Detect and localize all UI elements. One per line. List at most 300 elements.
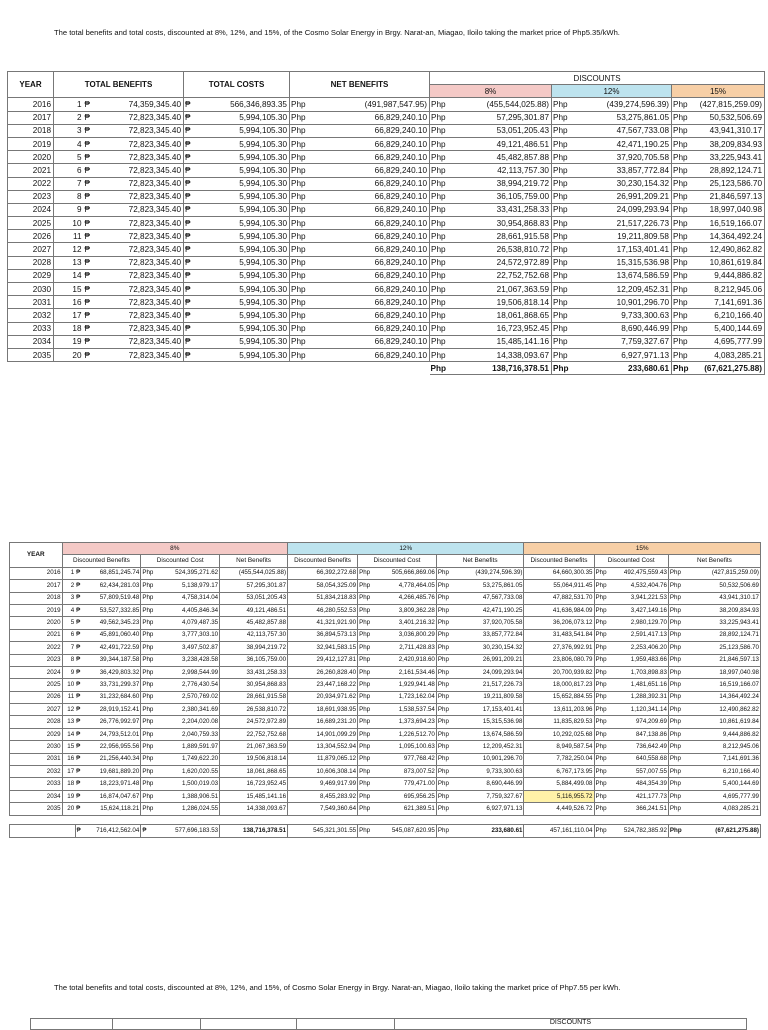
- net-12-cell: 21,517,226.73: [458, 679, 524, 691]
- currency-cell: ₱: [75, 679, 84, 691]
- total-benefits-cell: 74,359,345.40: [96, 98, 184, 111]
- cost-12-cell: 1,723,162.04: [379, 691, 436, 703]
- year-cell: 2022: [10, 642, 63, 654]
- net-12-cell: (439,274,596.39): [458, 567, 524, 579]
- net-8-cell: 14,338,093.67: [220, 803, 288, 815]
- currency-cell: Php: [668, 666, 688, 678]
- currency-cell: Php: [668, 642, 688, 654]
- period-cell: 5: [62, 617, 75, 629]
- year-header: YEAR: [8, 72, 54, 98]
- currency-cell: Php: [668, 592, 688, 604]
- net-8-cell: (455,544,025.88): [220, 567, 288, 579]
- year-cell: 2035: [8, 348, 54, 361]
- cost-8-cell: 3,238,428.58: [163, 654, 220, 666]
- benefits-15-cell: 55,064,911.45: [524, 580, 594, 592]
- currency-cell: Php: [436, 741, 458, 753]
- discount-12-cell: 6,927,971.13: [578, 348, 672, 361]
- net-12-cell: 6,927,971.13: [458, 803, 524, 815]
- cost-8-cell: 1,286,024.55: [163, 803, 220, 815]
- discount-8-cell: 24,572,972.89: [456, 256, 552, 269]
- year-cell: 2016: [8, 98, 54, 111]
- discount-15-cell: 21,846,597.13: [698, 190, 765, 203]
- currency-cell: Php: [594, 766, 616, 778]
- currency-cell: Php: [430, 151, 456, 164]
- currency-cell: ₱: [75, 592, 84, 604]
- discount-15-cell: 25,123,586.70: [698, 177, 765, 190]
- currency-cell: Php: [668, 753, 688, 765]
- currency-cell: Php: [668, 704, 688, 716]
- currency-cell: Php: [358, 654, 380, 666]
- table-row: [10, 716, 761, 728]
- period-cell: 7: [62, 642, 75, 654]
- currency-cell: ₱: [84, 98, 96, 111]
- currency-cell: Php: [290, 243, 316, 256]
- year-cell: 2034: [10, 790, 63, 802]
- cost-8-cell: 1,749,622.20: [163, 753, 220, 765]
- t2-rate-8-header: 8%: [62, 543, 288, 555]
- currency-cell: Php: [594, 716, 616, 728]
- table-row: [10, 704, 761, 716]
- net-12-cell: 10,901,296.70: [458, 753, 524, 765]
- currency-cell: ₱: [184, 283, 196, 296]
- total-benefits-cell: 72,823,345.40: [96, 203, 184, 216]
- currency-cell: Php: [430, 230, 456, 243]
- cost-12-cell: 779,471.00: [379, 778, 436, 790]
- currency-cell: Php: [436, 691, 458, 703]
- cost-12-cell: 1,538,537.54: [379, 704, 436, 716]
- discount-12-cell: (439,274,596.39): [578, 98, 672, 111]
- currency-cell: Php: [594, 580, 616, 592]
- total-benefits-cell: 72,823,345.40: [96, 230, 184, 243]
- year-cell: 2024: [10, 666, 63, 678]
- currency-cell: Php: [358, 766, 380, 778]
- totals-row: [8, 362, 765, 375]
- cost-8-cell: 1,889,591.97: [163, 741, 220, 753]
- year-cell: 2017: [8, 111, 54, 124]
- currency-cell: ₱: [75, 716, 84, 728]
- discount-15-cell: 50,532,506.69: [698, 111, 765, 124]
- currency-cell: Php: [552, 283, 578, 296]
- total-costs-cell: 5,994,105.30: [196, 190, 290, 203]
- currency-cell: Php: [594, 778, 616, 790]
- currency-cell: ₱: [75, 790, 84, 802]
- net-12-cell: 7,759,327.67: [458, 790, 524, 802]
- cost-8-cell: 2,380,341.69: [163, 704, 220, 716]
- benefits-15-cell: 15,652,884.55: [524, 691, 594, 703]
- currency-cell: ₱: [84, 309, 96, 322]
- table-row: [10, 580, 761, 592]
- discount-12-cell: 42,471,190.25: [578, 137, 672, 150]
- net-12-cell: 17,153,401.41: [458, 704, 524, 716]
- currency-cell: Php: [141, 567, 163, 579]
- currency-cell: Php: [358, 642, 380, 654]
- currency-cell: Php: [436, 592, 458, 604]
- period-cell: 9: [62, 666, 75, 678]
- total-benefits-8-cell: 716,412,562.04: [84, 824, 141, 837]
- currency-cell: Php: [594, 741, 616, 753]
- net-15-cell: 25,123,586.70: [688, 642, 760, 654]
- currency-cell: Php: [436, 654, 458, 666]
- net-benefits-cell: 66,829,240.10: [316, 124, 430, 137]
- cost-12-cell: 3,809,362.28: [379, 604, 436, 616]
- currency-cell: Php: [358, 790, 380, 802]
- cost-15-cell: 557,007.55: [616, 766, 669, 778]
- currency-cell: Php: [552, 98, 578, 111]
- cost-15-cell: 1,288,392.31: [616, 691, 669, 703]
- year-cell: 2031: [10, 753, 63, 765]
- currency-cell: ₱: [84, 124, 96, 137]
- currency-cell: Php: [552, 348, 578, 361]
- year-cell: 2026: [8, 230, 54, 243]
- benefits-8-cell: 15,624,118.21: [84, 803, 141, 815]
- net-benefits-cell: 66,829,240.10: [316, 322, 430, 335]
- currency-cell: Php: [672, 164, 698, 177]
- table-row: [8, 98, 765, 111]
- currency-cell: Php: [141, 716, 163, 728]
- discount-8-cell: 42,113,757.30: [456, 164, 552, 177]
- currency-cell: Php: [668, 654, 688, 666]
- cost-15-cell: 366,241.51: [616, 803, 669, 815]
- period-cell: 17: [62, 766, 75, 778]
- cost-12-cell: 1,373,694.23: [379, 716, 436, 728]
- currency-cell: Php: [358, 567, 380, 579]
- currency-cell: Php: [358, 741, 380, 753]
- table-row: [8, 243, 765, 256]
- currency-cell: Php: [430, 362, 456, 375]
- net-12-cell: 53,275,861.05: [458, 580, 524, 592]
- benefits-15-cell: 41,636,984.09: [524, 604, 594, 616]
- net-8-cell: 53,051,205.43: [220, 592, 288, 604]
- net-15-cell: 8,212,945.06: [688, 741, 760, 753]
- discount-15-cell: (427,815,259.09): [698, 98, 765, 111]
- table-row: [10, 790, 761, 802]
- currency-cell: Php: [594, 629, 616, 641]
- currency-cell: Php: [436, 728, 458, 740]
- year-cell: 2034: [8, 335, 54, 348]
- currency-cell: Php: [430, 256, 456, 269]
- net-8-cell: 16,723,952.45: [220, 778, 288, 790]
- discount-12-cell: 7,759,327.67: [578, 335, 672, 348]
- benefits-12-cell: 7,549,360.64: [288, 803, 358, 815]
- net-8-cell: 19,506,818.14: [220, 753, 288, 765]
- period-cell: 19: [62, 790, 75, 802]
- net-8-cell: 49,121,486.51: [220, 604, 288, 616]
- currency-cell: ₱: [184, 190, 196, 203]
- cost-12-cell: 505,666,869.06: [379, 567, 436, 579]
- currency-cell: Php: [552, 243, 578, 256]
- benefits-15-cell: 36,206,073.12: [524, 617, 594, 629]
- net-12-cell: 33,857,772.84: [458, 629, 524, 641]
- total-costs-cell: 5,994,105.30: [196, 309, 290, 322]
- cost-15-cell: 736,642.49: [616, 741, 669, 753]
- currency-cell: Php: [672, 362, 698, 375]
- net-12-cell: 13,674,586.59: [458, 728, 524, 740]
- net-15-cell: 4,695,777.99: [688, 790, 760, 802]
- discount-8-cell: 53,051,205.43: [456, 124, 552, 137]
- total-costs-cell: 5,994,105.30: [196, 151, 290, 164]
- currency-cell: Php: [552, 164, 578, 177]
- table-row: [10, 753, 761, 765]
- cost-8-cell: 3,777,303.10: [163, 629, 220, 641]
- discount-8-cell: 57,295,301.87: [456, 111, 552, 124]
- currency-cell: ₱: [84, 137, 96, 150]
- benefits-12-cell: 13,304,552.94: [288, 741, 358, 753]
- currency-cell: ₱: [184, 203, 196, 216]
- currency-cell: Php: [141, 679, 163, 691]
- benefits-15-cell: 13,611,203.96: [524, 704, 594, 716]
- currency-cell: Php: [668, 691, 688, 703]
- table-row: [10, 642, 761, 654]
- benefits-15-cell: 31,483,541.84: [524, 629, 594, 641]
- t2-12-benefits-header: Discounted Benefits: [288, 555, 358, 567]
- net-12-cell: 37,920,705.58: [458, 617, 524, 629]
- benefits-15-cell: 4,449,526.72: [524, 803, 594, 815]
- net-12-cell: 24,099,293.94: [458, 666, 524, 678]
- discount-8-cell: 14,338,093.67: [456, 348, 552, 361]
- net-benefits-cell: 66,829,240.10: [316, 190, 430, 203]
- cost-15-cell: 4,532,404.76: [616, 580, 669, 592]
- currency-cell: ₱: [75, 691, 84, 703]
- currency-cell: Php: [672, 348, 698, 361]
- net-benefits-cell: 66,829,240.10: [316, 203, 430, 216]
- total-benefits-cell: 72,823,345.40: [96, 243, 184, 256]
- currency-cell: Php: [358, 592, 380, 604]
- total-cost-8-cell: 577,696,183.53: [163, 824, 220, 837]
- currency-cell: Php: [290, 256, 316, 269]
- currency-cell: Php: [436, 679, 458, 691]
- period-cell: 19: [54, 335, 84, 348]
- table-row: [8, 111, 765, 124]
- discount-15-cell: 14,364,492.24: [698, 230, 765, 243]
- benefits-15-cell: 47,882,531.70: [524, 592, 594, 604]
- discounted-benefit-cost-table: [9, 542, 761, 838]
- benefits-12-cell: 14,901,099.29: [288, 728, 358, 740]
- currency-cell: Php: [430, 296, 456, 309]
- total-costs-cell: 5,994,105.30: [196, 256, 290, 269]
- currency-cell: Php: [552, 190, 578, 203]
- benefits-8-cell: 39,344,187.58: [84, 654, 141, 666]
- total-benefits-cell: 72,823,345.40: [96, 124, 184, 137]
- currency-cell: Php: [436, 778, 458, 790]
- total-benefits-cell: 72,823,345.40: [96, 348, 184, 361]
- total-benefits-15-cell: 457,161,110.04: [524, 824, 594, 837]
- currency-cell: Php: [430, 348, 456, 361]
- net-15-cell: 33,225,943.41: [688, 617, 760, 629]
- cost-12-cell: 977,768.42: [379, 753, 436, 765]
- currency-cell: Php: [668, 824, 688, 837]
- year-cell: 2019: [10, 604, 63, 616]
- total-benefits-cell: 72,823,345.40: [96, 283, 184, 296]
- cost-8-cell: 4,079,487.35: [163, 617, 220, 629]
- period-cell: 13: [62, 716, 75, 728]
- net-benefits-cell: 66,829,240.10: [316, 348, 430, 361]
- cost-8-cell: 2,204,020.08: [163, 716, 220, 728]
- net-benefits-cell: 66,829,240.10: [316, 243, 430, 256]
- total-costs-cell: 5,994,105.30: [196, 230, 290, 243]
- net-15-cell: 4,083,285.21: [688, 803, 760, 815]
- benefits-15-cell: 18,000,817.23: [524, 679, 594, 691]
- net-15-cell: 7,141,691.36: [688, 753, 760, 765]
- cost-8-cell: 2,040,759.33: [163, 728, 220, 740]
- net-benefits-cell: (491,987,547.95): [316, 98, 430, 111]
- total-costs-cell: 5,994,105.30: [196, 124, 290, 137]
- currency-cell: ₱: [184, 296, 196, 309]
- rate-15-header: 15%: [672, 85, 765, 98]
- benefits-8-cell: 28,919,152.41: [84, 704, 141, 716]
- total-costs-cell: 5,994,105.30: [196, 243, 290, 256]
- currency-cell: Php: [358, 580, 380, 592]
- currency-cell: Php: [668, 567, 688, 579]
- blank-cell: [10, 824, 76, 837]
- currency-cell: Php: [141, 741, 163, 753]
- currency-cell: Php: [668, 803, 688, 815]
- discounts-header: DISCOUNTS: [430, 72, 765, 85]
- year-cell: 2021: [8, 164, 54, 177]
- year-cell: 2021: [10, 629, 63, 641]
- year-cell: 2018: [10, 592, 63, 604]
- currency-cell: Php: [430, 98, 456, 111]
- net-8-cell: 15,485,141.16: [220, 790, 288, 802]
- currency-cell: Php: [672, 111, 698, 124]
- currency-cell: Php: [552, 230, 578, 243]
- net-15-cell: 6,210,166.40: [688, 766, 760, 778]
- net-15-cell: 50,532,506.69: [688, 580, 760, 592]
- discount-8-cell: 28,661,915.58: [456, 230, 552, 243]
- year-cell: 2029: [10, 728, 63, 740]
- currency-cell: Php: [436, 642, 458, 654]
- benefits-15-cell: 5,116,955.72: [524, 790, 594, 802]
- discount-12-cell: 53,275,861.05: [578, 111, 672, 124]
- currency-cell: Php: [430, 283, 456, 296]
- total-benefits-header: TOTAL BENEFITS: [54, 72, 184, 98]
- cost-15-cell: 1,959,483.66: [616, 654, 669, 666]
- currency-cell: ₱: [75, 803, 84, 815]
- currency-cell: ₱: [84, 177, 96, 190]
- currency-cell: Php: [358, 604, 380, 616]
- total-benefits-cell: 72,823,345.40: [96, 111, 184, 124]
- total-net-15-cell: (67,621,275.88): [688, 824, 760, 837]
- benefits-8-cell: 62,434,281.03: [84, 580, 141, 592]
- net-8-cell: 18,061,868.65: [220, 766, 288, 778]
- currency-cell: Php: [290, 269, 316, 282]
- currency-cell: Php: [668, 604, 688, 616]
- cost-8-cell: 4,758,314.04: [163, 592, 220, 604]
- cost-12-cell: 3,036,800.29: [379, 629, 436, 641]
- period-cell: 14: [62, 728, 75, 740]
- discount-15-cell: 16,519,166.07: [698, 217, 765, 230]
- total-costs-cell: 5,994,105.30: [196, 217, 290, 230]
- discount-12-cell: 9,733,300.63: [578, 309, 672, 322]
- total-net-12-cell: 233,680.61: [458, 824, 524, 837]
- currency-cell: ₱: [184, 124, 196, 137]
- table-row: [8, 309, 765, 322]
- currency-cell: ₱: [84, 164, 96, 177]
- benefits-15-cell: 23,806,080.79: [524, 654, 594, 666]
- net-15-cell: 14,364,492.24: [688, 691, 760, 703]
- total-benefits-cell: 72,823,345.40: [96, 177, 184, 190]
- benefits-15-cell: 64,660,300.35: [524, 567, 594, 579]
- net-12-cell: 9,733,300.63: [458, 766, 524, 778]
- currency-cell: Php: [594, 704, 616, 716]
- currency-cell: Php: [290, 111, 316, 124]
- currency-cell: ₱: [84, 348, 96, 361]
- net-8-cell: 24,572,972.89: [220, 716, 288, 728]
- discount-12-cell: 15,315,536.98: [578, 256, 672, 269]
- benefits-12-cell: 11,879,065.12: [288, 753, 358, 765]
- table-row: [8, 296, 765, 309]
- currency-cell: ₱: [75, 642, 84, 654]
- currency-cell: Php: [436, 567, 458, 579]
- period-cell: 13: [54, 256, 84, 269]
- currency-cell: Php: [672, 177, 698, 190]
- currency-cell: Php: [594, 728, 616, 740]
- table-row: [10, 666, 761, 678]
- currency-cell: Php: [436, 753, 458, 765]
- rate-12-header: 12%: [552, 85, 672, 98]
- discount-15-cell: 10,861,619.84: [698, 256, 765, 269]
- total-costs-header: TOTAL COSTS: [184, 72, 290, 98]
- currency-cell: Php: [141, 778, 163, 790]
- table-row: [8, 190, 765, 203]
- total-costs-cell: 5,994,105.30: [196, 137, 290, 150]
- benefits-8-cell: 31,232,684.60: [84, 691, 141, 703]
- spacer-cell: [10, 815, 761, 824]
- currency-cell: ₱: [84, 151, 96, 164]
- discount-15-cell: 18,997,040.98: [698, 203, 765, 216]
- net-12-cell: 26,991,209.21: [458, 654, 524, 666]
- t2-12-cost-header: Discounted Cost: [358, 555, 437, 567]
- currency-cell: Php: [430, 269, 456, 282]
- total-15-cell: (67,621,275.88): [698, 362, 765, 375]
- table-row: [8, 256, 765, 269]
- currency-cell: Php: [290, 230, 316, 243]
- currency-cell: Php: [672, 296, 698, 309]
- discount-15-cell: 28,892,124.71: [698, 164, 765, 177]
- currency-cell: Php: [290, 137, 316, 150]
- table-row: [8, 283, 765, 296]
- net-8-cell: 38,994,219.72: [220, 642, 288, 654]
- currency-cell: Php: [290, 151, 316, 164]
- benefits-15-cell: 11,835,829.53: [524, 716, 594, 728]
- table-row: [8, 137, 765, 150]
- currency-cell: Php: [290, 98, 316, 111]
- currency-cell: ₱: [184, 269, 196, 282]
- year-cell: 2018: [8, 124, 54, 137]
- currency-cell: Php: [552, 111, 578, 124]
- period-cell: 11: [62, 691, 75, 703]
- period-cell: 1: [54, 98, 84, 111]
- cost-8-cell: 2,776,430.54: [163, 679, 220, 691]
- cost-8-cell: 2,998,544.99: [163, 666, 220, 678]
- currency-cell: ₱: [75, 728, 84, 740]
- period-cell: 16: [54, 296, 84, 309]
- benefits-12-cell: 36,894,573.13: [288, 629, 358, 641]
- currency-cell: Php: [552, 309, 578, 322]
- currency-cell: Php: [594, 654, 616, 666]
- total-benefits-cell: 72,823,345.40: [96, 296, 184, 309]
- year-cell: 2032: [10, 766, 63, 778]
- net-15-cell: 12,490,862.82: [688, 704, 760, 716]
- discount-8-cell: (455,544,025.88): [456, 98, 552, 111]
- period-cell: 18: [62, 778, 75, 790]
- net-benefits-cell: 66,829,240.10: [316, 283, 430, 296]
- currency-cell: Php: [552, 256, 578, 269]
- total-costs-cell: 5,994,105.30: [196, 177, 290, 190]
- currency-cell: Php: [290, 164, 316, 177]
- currency-cell: Php: [141, 766, 163, 778]
- benefits-12-cell: 46,280,552.53: [288, 604, 358, 616]
- total-benefits-cell: 72,823,345.40: [96, 256, 184, 269]
